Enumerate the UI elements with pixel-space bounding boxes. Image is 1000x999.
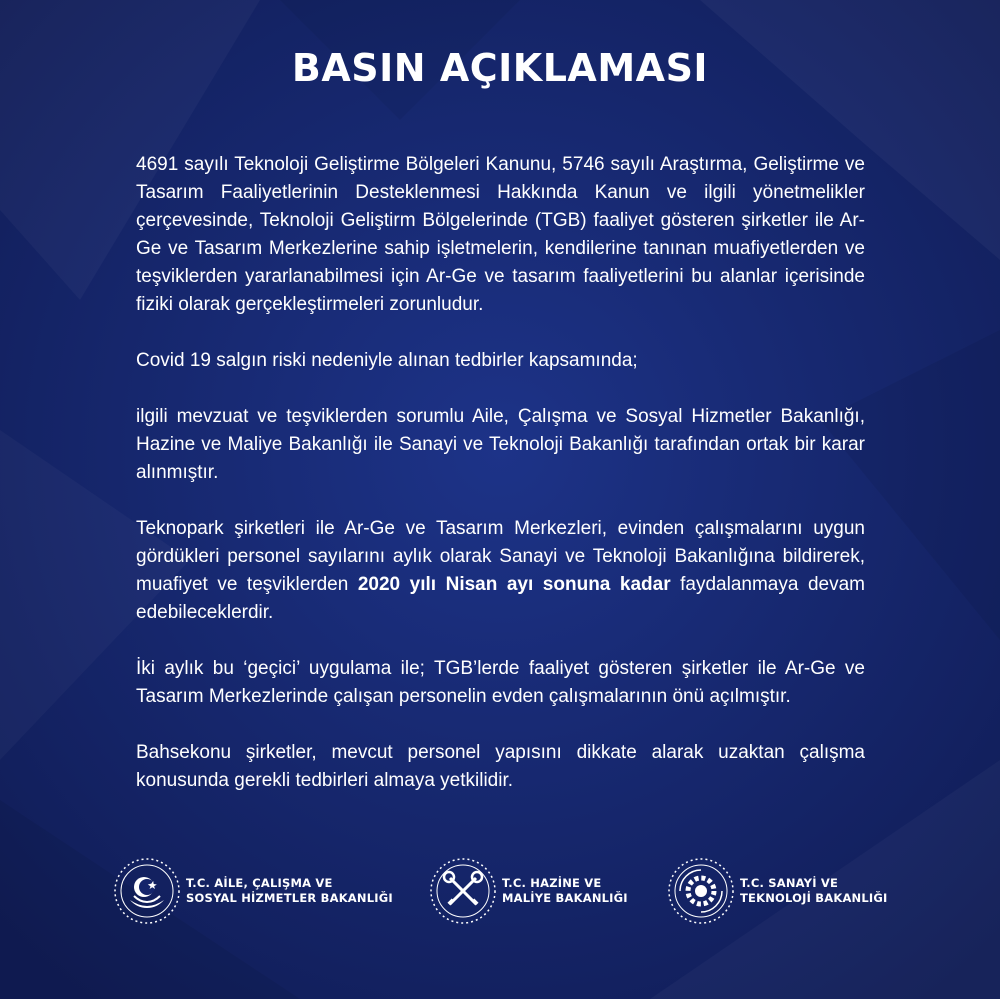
press-release-body: [136, 151, 865, 823]
logo-1-label: T.C. AİLE, ÇALIŞMA VE SOSYAL HİZMETLER BAKANLIĞI: [186, 876, 393, 905]
paragraph-4-end: faydalanmaya devam edebileceklerdir.: [136, 574, 865, 623]
logo-industry-technology-ministry: [666, 856, 888, 926]
paragraph-4-start: Teknopark şirketleri ile Ar-Ge ve Tasarım Merkezleri, evinden çalışmalarını uygun gördükleri personel sayılarını aylık olarak Sanayi ve Teknoloji Bakanlığına bildirerek, muafiyet ve teşviklerden: [136, 518, 865, 595]
ministry-logos: [112, 856, 902, 946]
logo-family-labour-ministry: [112, 856, 393, 926]
logo-treasury-finance-ministry: [428, 856, 628, 926]
gear-emblem-icon: [666, 856, 736, 926]
paragraph-3: ilgili mevzuat ve teşviklerden sorumlu Aile, Çalışma ve Sosyal Hizmetler Bakanlığı, Hazine ve Maliye Bakanlığı ile Sanayi ve Teknoloji Bakanlığı tarafından ortak bir karar alınmıştır.: [136, 406, 865, 483]
crossed-keys-emblem-icon: [428, 856, 498, 926]
paragraph-6: Bahsekonu şirketler, mevcut personel yapısını dikkate alarak uzaktan çalışma konusunda gerekli tedbirleri almaya yetkilidir.: [136, 742, 865, 791]
deadline-highlight: 2020 yılı Nisan ayı sonuna kadar: [357, 574, 671, 595]
logo-3-label: T.C. SANAYİ VE TEKNOLOJİ BAKANLIĞI: [740, 876, 888, 905]
paragraph-2: Covid 19 salgın riski nedeniyle alınan tedbirler kapsamında;: [136, 350, 638, 371]
paragraph-1: 4691 sayılı Teknoloji Geliştirme Bölgeleri Kanunu, 5746 sayılı Araştırma, Geliştirme ve Tasarım Faaliyetlerinin Desteklenmesi Hakkında Kanun ve ilgili yönetmelikler çerçevesinde, Teknoloji Geliştirm Bölgelerinde (TGB) faaliyet gösteren şirketler ile Ar-Ge ve Tasarım Merkezlerine sahip işletmelerin, kendilerine tanınan muafiyetlerden ve teşviklerden yararlanabilmesi için Ar-Ge ve tasarım faaliyetlerini bu alanlar içerisinde fiziki olarak gerçekleştirmeleri zorunludur.: [136, 154, 865, 315]
crescent-star-emblem-icon: [112, 856, 182, 926]
paragraph-5: İki aylık bu ‘geçici’ uygulama ile; TGB’lerde faaliyet gösteren şirketler ile Ar-Ge ve Tasarım Merkezlerinde çalışan personelin evden çalışmalarının önü açılmıştır.: [136, 658, 865, 707]
paragraph-4: [136, 515, 865, 627]
logo-2-label: T.C. HAZİNE VE MALİYE BAKANLIĞI: [502, 876, 628, 905]
page-title: BASIN AÇIKLAMASI: [291, 46, 709, 90]
